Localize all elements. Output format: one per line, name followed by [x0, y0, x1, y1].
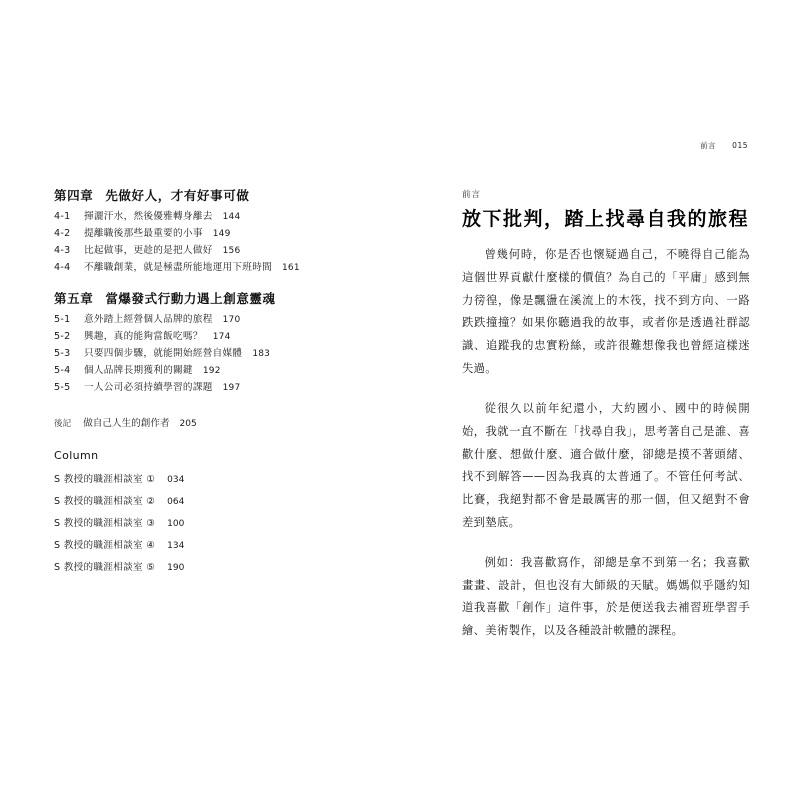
postscript-entry[interactable]: [54, 415, 394, 429]
column-entry[interactable]: [54, 493, 394, 507]
column-entry[interactable]: [54, 559, 394, 573]
toc-entry-page: 183: [252, 349, 271, 359]
postscript-title: 做自己人生的創作者: [83, 418, 170, 429]
page-number: 015: [732, 141, 748, 150]
column-entry-page: 134: [167, 541, 185, 551]
postscript-label: 後記: [54, 419, 72, 429]
column-entry-label: S 教授的職涯相談室 ③: [54, 518, 156, 529]
column-entry-label: S 教授的職涯相談室 ②: [54, 496, 156, 507]
toc-entry-page: 170: [222, 315, 241, 325]
toc-entry-title: 揮灑汗水，然後優雅轉身離去: [84, 211, 213, 222]
toc-entry-page: 192: [202, 366, 221, 376]
toc-entry-title: 不離職創業，就是極盡所能地運用下班時間: [84, 262, 272, 273]
chapter-title-5: [54, 289, 394, 307]
chapter-name-5: 當爆發式行動力遇上創意靈魂: [105, 291, 276, 306]
body-paragraph: 例如：我喜歡寫作，卻總是拿不到第一名；我喜歡畫畫、設計，但也沒有大師級的天賦。媽媽似乎隱約知道我喜歡「創作」這件事，於是便送我去補習班學習手繪、美術製作，以及各種設計軟體的課程。: [462, 555, 750, 638]
toc-entry[interactable]: [54, 229, 394, 239]
column-section: [54, 449, 394, 573]
chapter-block-5: [54, 289, 394, 393]
toc-entry[interactable]: [54, 263, 394, 273]
toc-entry-title: 比起做事，更趁的是把人做好: [84, 245, 213, 256]
toc-entry[interactable]: [54, 366, 394, 376]
toc-entry-title: 一人公司必須持續學習的課題: [84, 382, 213, 393]
column-entry-page: 064: [167, 497, 185, 507]
body-paragraph: 曾幾何時，你是否也懷疑過自己，不曉得自己能為這個世界貢獻什麼樣的價值？為自己的「平庸」感到無力徬徨，像是飄盪在溪流上的木筏，找不到方向、一路跌跌撞撞？如果你聽過我的故事，或者你是透過社群認識、追蹤我的忠實粉絲，或許很難想像我也曾經這樣迷失過。: [462, 248, 750, 376]
table-of-contents: [54, 186, 394, 581]
chapter-label-5: 第五章: [54, 291, 94, 306]
toc-entry-number: 5-1: [54, 314, 71, 325]
toc-entry[interactable]: [54, 383, 394, 393]
column-heading: Column: [54, 449, 99, 462]
column-entry-page: 100: [167, 519, 185, 529]
column-entry-label: S 教授的職涯相談室 ①: [54, 474, 156, 485]
toc-entry-page: 161: [281, 263, 300, 273]
toc-entry-number: 4-1: [54, 211, 71, 222]
toc-entry-page: 156: [222, 246, 241, 256]
column-entry[interactable]: [54, 537, 394, 551]
toc-entry-page: 149: [212, 229, 231, 239]
running-header: [462, 140, 748, 151]
body-paragraph: 從很久以前年紀還小，大約國小、國中的時候開始，我就一直不斷在「找尋自我」，思考著自己是誰、喜歡什麼、想做什麼、適合做什麼，卻總是摸不著頭緒、找不到解答——因為我真的太普通了。不管任何考試、比賽，我絕對都不會是最厲害的那一個，但又絕對不會差到墊底。: [462, 401, 750, 529]
toc-entry-title: 提離職後那些最重要的小事: [84, 228, 203, 239]
column-entry-page: 034: [167, 475, 185, 485]
toc-entry-title: 意外踏上經營個人品牌的旅程: [84, 314, 213, 325]
toc-entry-number: 5-5: [54, 382, 71, 393]
column-entry-page: 190: [167, 563, 185, 573]
preface-kicker: 前言: [462, 190, 482, 200]
chapter-block-4: [54, 186, 394, 273]
toc-entry-page: 144: [222, 212, 241, 222]
toc-entry[interactable]: [54, 212, 394, 222]
column-entry-label: S 教授的職涯相談室 ④: [54, 540, 156, 551]
toc-entry-page: 174: [212, 332, 231, 342]
toc-entry-page: 197: [222, 383, 241, 393]
toc-entry-number: 4-2: [54, 228, 71, 239]
toc-entry-number: 4-4: [54, 262, 71, 273]
toc-entry-title: 興趣，真的能夠當飯吃嗎？: [84, 331, 203, 342]
page-title: 放下批判，踏上找尋自我的旅程: [462, 208, 750, 230]
postscript-page: 205: [179, 419, 197, 429]
chapter-title-4: [54, 186, 394, 204]
toc-entry-title: 只要四個步驟，就能開始經營自媒體: [84, 348, 243, 359]
toc-entry[interactable]: [54, 315, 394, 325]
chapter-label-4: 第四章: [54, 188, 94, 203]
column-entry[interactable]: [54, 515, 394, 529]
column-entry[interactable]: [54, 471, 394, 485]
preface-body: [462, 244, 750, 660]
column-entry-label: S 教授的職涯相談室 ⑤: [54, 562, 156, 573]
toc-entry[interactable]: [54, 332, 394, 342]
toc-entry-number: 4-3: [54, 245, 71, 256]
toc-entry[interactable]: [54, 246, 394, 256]
toc-entry[interactable]: [54, 349, 394, 359]
chapter-name-4: 先做好人，才有好事可做: [105, 188, 250, 203]
toc-entry-title: 個人品牌長期獲利的關鍵: [84, 365, 193, 376]
running-header-label: 前言: [700, 141, 717, 150]
toc-entry-number: 5-3: [54, 348, 71, 359]
toc-entry-number: 5-4: [54, 365, 71, 376]
toc-entry-number: 5-2: [54, 331, 71, 342]
